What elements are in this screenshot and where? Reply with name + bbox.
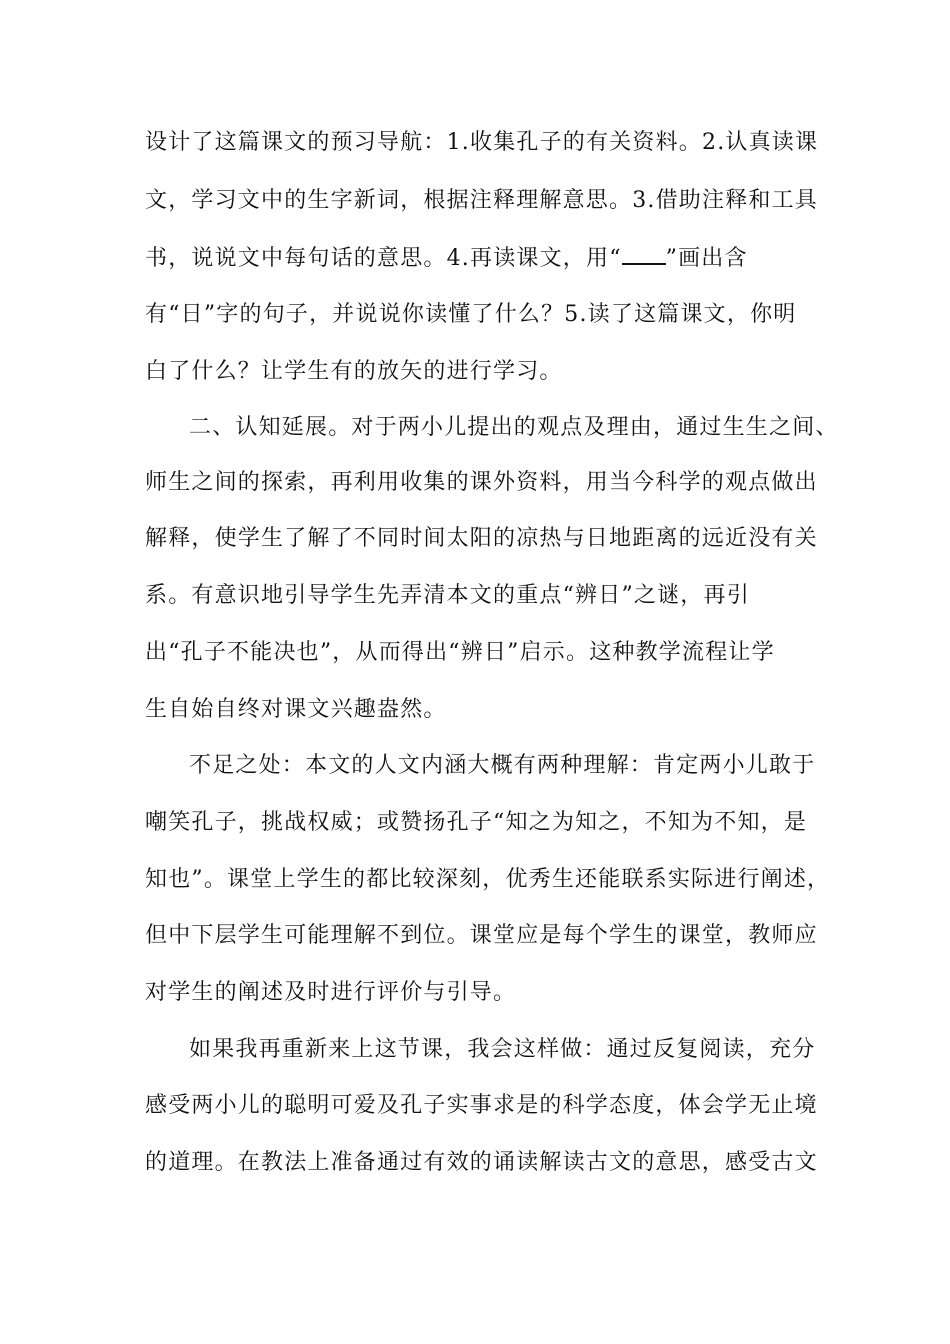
text-line: 师生之间的探索，再利用收集的课外资料，用当今科学的观点做出 bbox=[145, 470, 818, 495]
text-segment: 书，说说文中每句话的意思。4.再读课文，用“ bbox=[145, 246, 622, 271]
text-line: 的道理。在教法上准备通过有效的诵读解读古文的意思，感受古文 bbox=[145, 1150, 818, 1175]
text-line: 感受两小儿的聪明可爱及孔子实事求是的科学态度，体会学无止境 bbox=[145, 1093, 818, 1118]
text-line: 生自始自终对课文兴趣盎然。 bbox=[145, 697, 447, 722]
text-line: 对学生的阐述及时进行评价与引导。 bbox=[145, 980, 517, 1005]
underline-blank bbox=[622, 243, 666, 265]
text-line: 知也”。课堂上学生的都比较深刻，优秀生还能联系实际进行阐述， bbox=[145, 867, 831, 892]
text-line: 但中下层学生可能理解不到位。课堂应是每个学生的课堂，教师应 bbox=[145, 923, 818, 948]
text-line: 设计了这篇课文的预习导航：1.收集孔子的有关资料。2.认真读课 bbox=[145, 130, 819, 155]
text-segment: ”画出含 bbox=[665, 246, 748, 271]
text-line: 文，学习文中的生字新词，根据注释理解意思。3.借助注释和工具 bbox=[145, 188, 818, 213]
paragraph-first-line: 二、认知延展。对于两小儿提出的观点及理由，通过生生之间、 bbox=[189, 415, 839, 440]
text-line-with-blank bbox=[145, 243, 825, 274]
text-line: 出“孔子不能决也”，从而得出“辨日”启示。这种教学流程让学 bbox=[145, 640, 775, 665]
text-line: 白了什么？让学生有的放矢的进行学习。 bbox=[145, 359, 563, 384]
text-line: 解释，使学生了解了不同时间太阳的凉热与日地距离的远近没有关 bbox=[145, 526, 818, 551]
text-line: 有“日”字的句子，并说说你读懂了什么？5.读了这篇课文，你明 bbox=[145, 302, 797, 327]
text-line: 系。有意识地引导学生先弄清本文的重点“辨日”之谜，再引 bbox=[145, 583, 750, 608]
paragraph-first-line: 如果我再重新来上这节课，我会这样做：通过反复阅读，充分 bbox=[189, 1037, 816, 1062]
text-line: 嘲笑孔子，挑战权威；或赞扬孔子“知之为知之，不知为不知，是 bbox=[145, 810, 808, 835]
paragraph-first-line: 不足之处：本文的人文内涵大概有两种理解：肯定两小儿敢于 bbox=[189, 753, 816, 778]
